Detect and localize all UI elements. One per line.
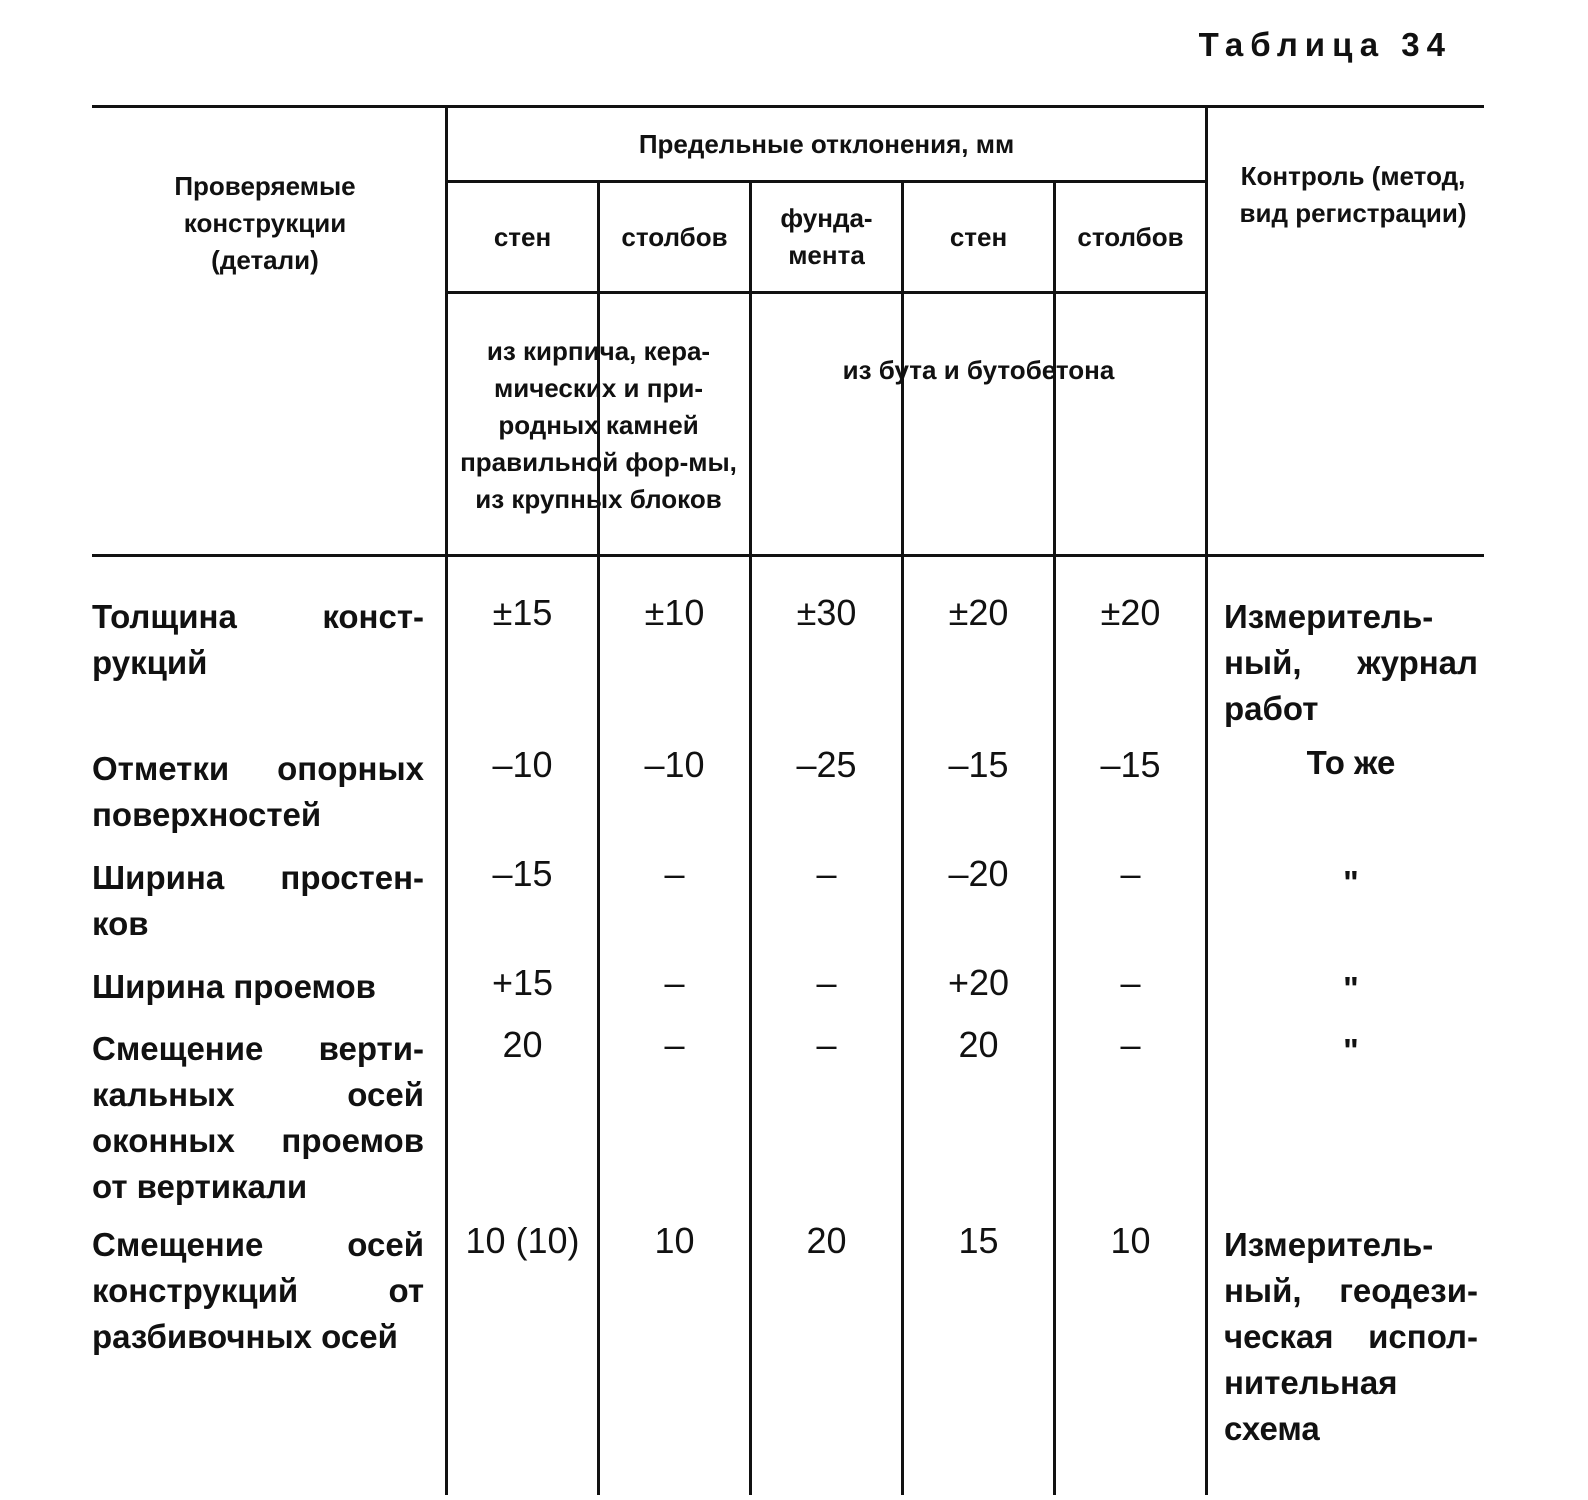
row-value: – (664, 853, 685, 894)
row-value: –15 (1100, 744, 1161, 785)
row-control: " (1343, 864, 1359, 901)
row-control: Измеритель-ный, журнал работ (1224, 598, 1478, 727)
row-label: Отметки опорных поверхностей (92, 750, 424, 833)
row-value: – (816, 962, 837, 1003)
row-value: – (1120, 962, 1141, 1003)
row-label: Смещение осей конструкций от разбивочных осей (92, 1226, 424, 1355)
row-value: –15 (492, 853, 553, 894)
subheader-rule (447, 291, 1206, 294)
row-value: +20 (947, 962, 1010, 1003)
row-value: 15 (958, 1220, 999, 1261)
row-value: 10 (654, 1220, 695, 1261)
header-material-brick: из кирпича, кера-мических и при-родных камней правильной фор-мы, из крупных блоков (460, 335, 737, 514)
row-value: – (816, 1024, 837, 1065)
row-value: ±20 (948, 592, 1009, 633)
header-deviations-group: Предельные отклонения, мм (638, 128, 1015, 159)
row-label: Толщина конст-рукций (92, 598, 424, 681)
row-value: 10 (10) (465, 1220, 580, 1261)
row-value: –25 (796, 744, 857, 785)
row-value: – (816, 853, 837, 894)
header-sub-pillars-brick: столбов (621, 221, 728, 252)
row-value: ±10 (644, 592, 705, 633)
row-value: –20 (948, 853, 1009, 894)
header-sub-walls-rubble: стен (949, 221, 1008, 252)
column-divider (1205, 105, 1208, 1495)
row-control: " (1343, 970, 1359, 1007)
row-value: –10 (492, 744, 553, 785)
header-sub-pillars-rubble: столбов (1077, 221, 1184, 252)
table-number: Таблица 34 (1198, 26, 1452, 63)
row-label: Ширина простен-ков (92, 859, 424, 942)
header-material-rubble: из бута и бутобетона (842, 354, 1115, 385)
row-label: Смещение верти-кальных осей оконных проемов от вертикали (92, 1030, 424, 1205)
row-control: Измеритель-ный, геодези-ческая испол-нительная схема (1224, 1226, 1478, 1447)
row-value: ±20 (1100, 592, 1161, 633)
row-value: –10 (644, 744, 705, 785)
row-control: То же (1306, 744, 1396, 781)
row-control: " (1343, 1032, 1359, 1069)
row-value: 20 (958, 1024, 999, 1065)
row-label: Ширина проемов (92, 968, 376, 1005)
row-value: – (1120, 853, 1141, 894)
column-divider (445, 105, 448, 1495)
header-sub-foundation: фунда-мента (780, 203, 873, 270)
row-value: –15 (948, 744, 1009, 785)
row-value: ±30 (796, 592, 857, 633)
row-value: 20 (806, 1220, 847, 1261)
header-sub-walls-brick: стен (493, 221, 552, 252)
row-value: – (664, 1024, 685, 1065)
row-value: 10 (1110, 1220, 1151, 1261)
header-control-method: Контроль (метод, вид регистрации) (1239, 161, 1467, 228)
row-value: 20 (502, 1024, 543, 1065)
row-value: – (664, 962, 685, 1003)
header-inspected-structures: Проверяемые конструкции (детали) (174, 171, 356, 275)
row-value: +15 (491, 962, 554, 1003)
row-value: – (1120, 1024, 1141, 1065)
row-value: ±15 (492, 592, 553, 633)
